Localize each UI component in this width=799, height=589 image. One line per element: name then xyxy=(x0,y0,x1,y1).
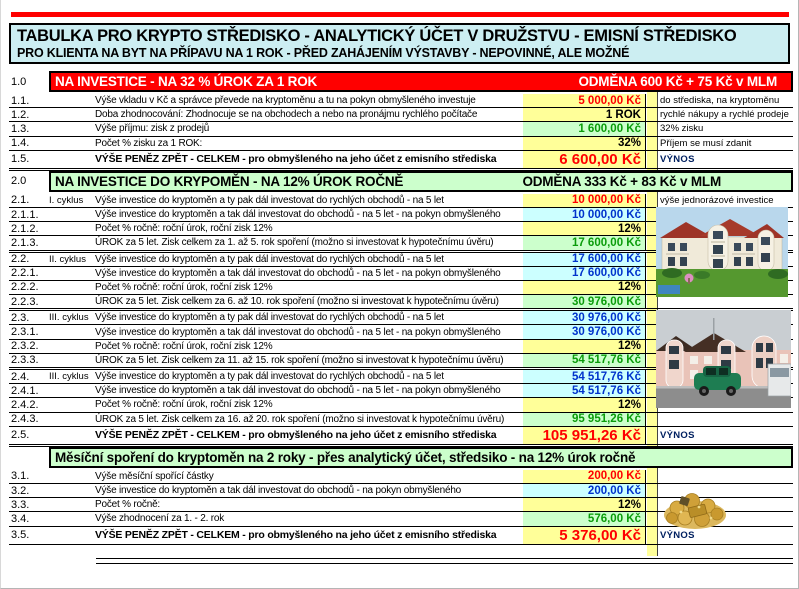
row-number: 2.2.3. xyxy=(11,295,39,308)
row-description: Výše investice do kryptoměn a ty pak dál investovat do rychlých obchodů - na 5 let xyxy=(95,253,444,265)
top-red-strip xyxy=(11,12,789,17)
row-description: Počet % ročně: roční úrok, roční zisk 12% xyxy=(95,399,273,411)
banner-title: NA INVESTICE DO KRYPOMĚN - NA 12% ÚROK ROČNĚ xyxy=(55,173,404,189)
row-note: VÝNOS xyxy=(660,529,695,541)
row-number: 2.1.3. xyxy=(11,236,39,249)
value-cell[interactable]: 1 600,00 Kč xyxy=(523,122,646,135)
apartment-buildings-photo-image xyxy=(656,310,791,413)
row-note: VÝNOS xyxy=(660,153,695,165)
row-number: 2.2.2. xyxy=(11,281,39,294)
cycle-label: III. cyklus xyxy=(49,371,89,383)
section-banner xyxy=(49,71,793,92)
section-banner-row xyxy=(9,71,793,92)
row-description: Výše investice do kryptoměn a ty pak dál investovat do rychlých obchodů - na 5 let xyxy=(95,312,444,324)
row-number: 3.1. xyxy=(11,470,30,483)
row-description: Výše investice do kryptoměn a tak dál investovat do obchodů - na 5 let - na pokyn obmyšleného xyxy=(95,209,501,221)
table-row xyxy=(9,151,793,171)
value-cell[interactable]: 30 976,00 Kč xyxy=(523,325,646,338)
page-subtitle: PRO KLIENTA NA BYT NA PŘÍPAVU NA 1 ROK - PŘED ZAHÁJENÍM VÝSTAVBY - NEPOVINNÉ, ALE MOŽNÉ xyxy=(17,46,630,60)
section-banner xyxy=(49,447,793,468)
value-cell[interactable]: 30 976,00 Kč xyxy=(523,311,646,324)
banner-title: Měsíční spoření do kryptoměn na 2 roky - přes analytický účet, středsiko - na 12% úrok ročně xyxy=(55,449,636,465)
value-cell[interactable]: 54 517,76 Kč xyxy=(523,370,646,383)
row-number: 2.3.2. xyxy=(11,340,39,353)
row-number: 1.1. xyxy=(11,94,30,107)
section-banner-row xyxy=(9,171,793,192)
gold-coins-image xyxy=(659,477,731,539)
value-cell[interactable]: 200,00 Kč xyxy=(523,470,646,483)
banner-reward: ODMĚNA 600 Kč + 75 Kč v MLM xyxy=(578,74,777,89)
table-row xyxy=(9,94,793,108)
row-number: 2.2.1. xyxy=(11,267,39,280)
row-description: ÚROK za 5 let. Zisk celkem za 16. až 20. rok spoření (možno si investovat k hypotečnímu úvěru) xyxy=(95,413,505,425)
table-row xyxy=(9,137,793,151)
row-description: Výše příjmu: zisk z prodejů xyxy=(95,123,210,135)
row-description: VÝŠE PENĚZ ZPĚT - CELKEM - pro obmyšleného na jeho účet z emisního střediska xyxy=(95,153,497,166)
row-description: ÚROK za 5 let. Zisk celkem za 11. až 15. rok spoření (možno si investovat k hypotečnímu úvěru) xyxy=(95,354,504,366)
row-note: Příjem se musí zdanit xyxy=(660,137,752,149)
row-description: Počet % ročně: roční úrok, roční zisk 12% xyxy=(95,281,273,293)
row-description: Výše investice do kryptoměn a ty pak dál investovat do rychlých obchodů - na 5 let xyxy=(95,371,444,383)
value-cell[interactable]: 6 600,00 Kč xyxy=(523,151,646,168)
section-banner xyxy=(49,171,793,192)
analytic-table xyxy=(9,71,793,545)
value-cell[interactable]: 12% xyxy=(523,498,646,511)
table-row xyxy=(9,194,793,208)
value-cell[interactable]: 105 951,26 Kč xyxy=(523,427,646,444)
banner-reward: ODMĚNA 333 Kč + 83 Kč v MLM xyxy=(522,173,721,189)
row-note: výše jednorázové investice xyxy=(660,194,774,206)
row-description: VÝŠE PENĚZ ZPĚT - CELKEM - pro obmyšleného na jeho účet z emisního střediska xyxy=(95,429,497,442)
row-number: 2.4. xyxy=(11,370,30,383)
value-cell[interactable]: 17 600,00 Kč xyxy=(523,253,646,266)
row-number: 2.3.3. xyxy=(11,354,39,367)
row-description: ÚROK za 5 let. Zisk celkem za 6. až 10. rok spoření (možno si investovat k hypotečnímu úvěru) xyxy=(95,296,499,308)
row-description: Doba zhodnocování: Zhodnocuje se na obchodech a nebo na pronájmu rychlého počítače xyxy=(95,109,478,121)
cycle-label: I. cyklus xyxy=(49,194,84,206)
row-description: Výše vkladu v Kč a správce převede na kryptoměnu a tu na pokyn obmyšleného investuje xyxy=(95,95,476,107)
row-number: 2.5. xyxy=(11,429,30,442)
table-row xyxy=(9,427,793,447)
value-cell[interactable]: 12% xyxy=(523,281,646,294)
row-note: do střediska, na kryptoměnu xyxy=(660,95,780,107)
row-description: Počet % ročně: xyxy=(95,499,161,511)
row-description: Výše investice do kryptoměn a tak dál investovat do obchodů - na 5 let - na pokyn obmyšleného xyxy=(95,326,501,338)
row-number: 2.1.1. xyxy=(11,208,39,221)
row-number: 2.3.1. xyxy=(11,326,39,339)
value-cell[interactable]: 32% xyxy=(523,137,646,150)
row-number: 2.4.1. xyxy=(11,384,39,397)
row-description: Výše investice do kryptoměn a tak dál investovat do obchodů - na 5 let - na pokyn obmyšleného xyxy=(95,385,501,397)
row-number: 2.2. xyxy=(11,253,30,266)
row-number: 2.4.3. xyxy=(11,413,39,426)
value-cell[interactable]: 10 000,00 Kč xyxy=(523,208,646,221)
value-cell[interactable]: 95 951,26 Kč xyxy=(523,413,646,426)
value-cell[interactable]: 12% xyxy=(523,222,646,235)
row-note: VÝNOS xyxy=(660,429,695,441)
title-box xyxy=(9,23,790,64)
row-description: Výše měsíční spořící částky xyxy=(95,470,214,482)
row-description: Výše zhodnocení za 1. - 2. rok xyxy=(95,513,225,525)
row-number: 1.3. xyxy=(11,122,30,135)
value-cell[interactable]: 5 000,00 Kč xyxy=(523,94,646,107)
value-cell[interactable]: 1 ROK xyxy=(523,108,646,121)
apartment-building-rendering-image xyxy=(656,207,788,302)
value-cell[interactable]: 30 976,00 Kč xyxy=(523,295,646,308)
table-row xyxy=(9,413,793,427)
row-number: 1.5. xyxy=(11,153,30,166)
row-description: Výše investice do kryptoměn a tak dál investovat do obchodů - na pokyn obmyšleného xyxy=(95,485,462,497)
row-description: Počet % zisku za 1 ROK: xyxy=(95,137,203,149)
row-number: 3.4. xyxy=(11,512,30,525)
table-row xyxy=(9,108,793,122)
value-cell[interactable]: 54 517,76 Kč xyxy=(523,384,646,397)
row-number: 3.3. xyxy=(11,498,30,511)
value-cell[interactable]: 12% xyxy=(523,398,646,411)
bottom-double-rule xyxy=(96,558,793,564)
section-banner-row xyxy=(9,447,793,468)
row-note: 32% zisku xyxy=(660,123,704,135)
value-cell[interactable]: 54 517,76 Kč xyxy=(523,354,646,367)
row-description: VÝŠE PENĚZ ZPĚT - CELKEM - pro obmyšleného na jeho účet z emisního střediska xyxy=(95,529,497,541)
row-number: 2.1.2. xyxy=(11,222,39,235)
row-number: 1.2. xyxy=(11,108,30,121)
row-number: 1.0 xyxy=(11,75,27,88)
table-row xyxy=(9,122,793,136)
page-title: TABULKA PRO KRYPTO STŘEDISKO - ANALYTICKÝ ÚČET V DRUŽSTVU - EMISNÍ STŘEDISKO xyxy=(17,27,737,45)
row-description: ÚROK za 5 let. Zisk celkem za 1. až 5. rok spoření (možno si investovat k hypotečnímu úvěru) xyxy=(95,237,494,249)
value-cell[interactable]: 200,00 Kč xyxy=(523,484,646,497)
cycle-label: II. cyklus xyxy=(49,253,86,265)
value-cell[interactable]: 5 376,00 Kč xyxy=(523,527,646,544)
row-description: Výše investice do kryptoměn a ty pak dál investovat do rychlých obchodů - na 5 let xyxy=(95,194,444,206)
row-number: 2.0 xyxy=(11,175,27,188)
value-cell[interactable]: 17 600,00 Kč xyxy=(523,236,646,249)
row-number: 2.3. xyxy=(11,311,30,324)
row-number: 2.1. xyxy=(11,194,30,207)
value-cell[interactable]: 17 600,00 Kč xyxy=(523,267,646,280)
row-note: rychlé nákupy a rychlé prodeje xyxy=(660,109,789,121)
row-number: 3.5. xyxy=(11,529,30,541)
row-number: 2.4.2. xyxy=(11,398,39,411)
value-cell[interactable]: 12% xyxy=(523,340,646,353)
value-cell[interactable]: 10 000,00 Kč xyxy=(523,194,646,207)
value-cell[interactable]: 576,00 Kč xyxy=(523,512,646,525)
row-number: 3.2. xyxy=(11,484,30,497)
banner-title: NA INVESTICE - NA 32 % ÚROK ZA 1 ROK xyxy=(55,74,318,89)
row-description: Počet % ročně: roční úrok, roční zisk 12% xyxy=(95,223,273,235)
row-description: Počet % ročně: roční úrok, roční zisk 12% xyxy=(95,340,273,352)
row-number: 1.4. xyxy=(11,137,30,150)
cycle-label: III. cyklus xyxy=(49,312,89,324)
row-description: Výše investice do kryptoměn a tak dál investovat do obchodů - na 5 let - na pokyn obmyšleného xyxy=(95,267,501,279)
